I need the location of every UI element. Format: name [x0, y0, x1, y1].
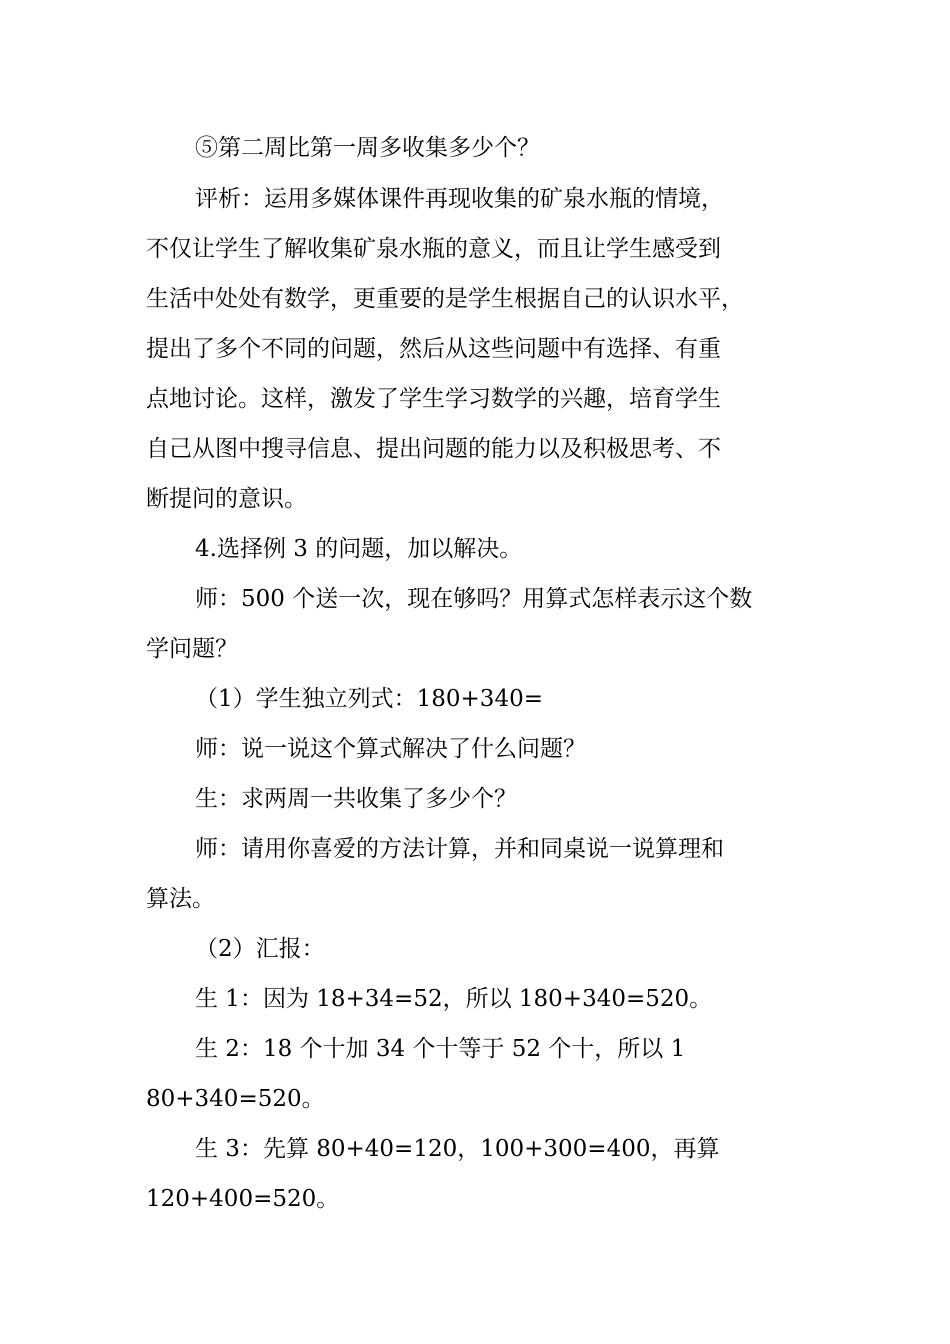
text-line: 4.选择例 3 的问题，加以解决。: [195, 536, 523, 562]
text-line: 提出了多个不同的问题，然后从这些问题中有选择、有重: [146, 336, 721, 362]
text-line: 自己从图中搜寻信息、提出问题的能力以及积极思考、不: [146, 436, 721, 462]
text-line: 生 2：18 个十加 34 个十等于 52 个十，所以 1: [195, 1036, 686, 1062]
text-line: 生 3：先算 80+40=120，100+300=400，再算: [195, 1136, 720, 1162]
text-line: 师：500 个送一次，现在够吗？用算式怎样表示这个数: [195, 586, 753, 612]
text-line: 生活中处处有数学，更重要的是学生根据自己的认识水平，: [146, 286, 744, 312]
text-line: 断提问的意识。: [146, 486, 307, 512]
text-line: 点地讨论。这样，激发了学生学习数学的兴趣，培育学生: [146, 386, 721, 412]
text-line: 生 1：因为 18+34=52，所以 180+340=520。: [195, 986, 713, 1012]
text-line: 算法。: [146, 886, 215, 912]
text-line: ⑤第二周比第一周多收集多少个？: [195, 135, 540, 161]
text-line: 评析：运用多媒体课件再现收集的矿泉水瓶的情境，: [195, 186, 724, 212]
text-line: 学问题？: [146, 636, 238, 662]
text-line: 不仅让学生了解收集矿泉水瓶的意义，而且让学生感受到: [146, 236, 721, 262]
text-line: （2）汇报：: [195, 936, 325, 962]
text-line: 80+340=520。: [146, 1086, 325, 1112]
text-line: 120+400=520。: [146, 1186, 340, 1212]
text-line: （1）学生独立列式：180+340=: [195, 686, 543, 712]
text-line: 师：说一说这个算式解决了什么问题？: [195, 736, 586, 762]
text-line: 生：求两周一共收集了多少个？: [195, 786, 517, 812]
text-line: 师：请用你喜爱的方法计算，并和同桌说一说算理和: [195, 836, 724, 862]
